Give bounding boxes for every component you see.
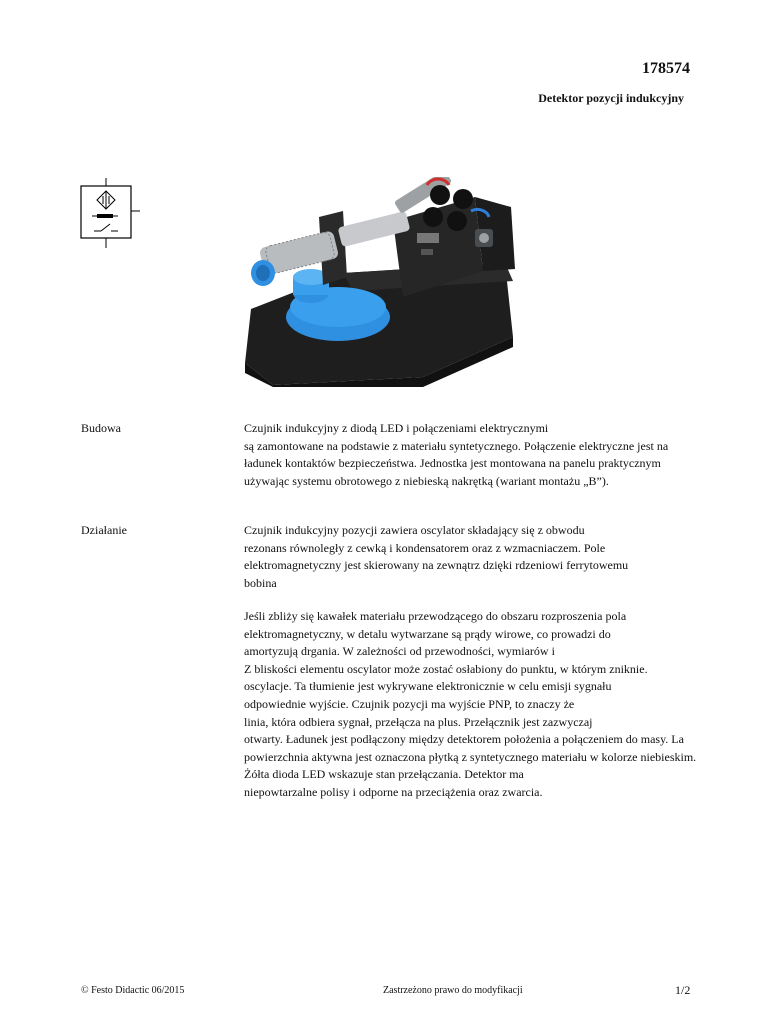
text-line: linia, która odbiera sygnał, przełącza na plus. Przełącznik jest zazwyczaj bbox=[244, 714, 593, 729]
section-label-budowa: Budowa bbox=[81, 421, 121, 435]
text-line: Jeśli zbliży się kawałek materiału przewodzącego do obszaru rozproszenia pola bbox=[244, 609, 627, 623]
text-line: bobina bbox=[244, 575, 277, 590]
text-line: amortyzują drgania. W zależności od przewodności, wymiarów i bbox=[244, 644, 555, 659]
section-label-dzialanie: Działanie bbox=[81, 523, 127, 537]
part-number: 178574 bbox=[642, 60, 690, 77]
text-line: Czujnik indukcyjny pozycji zawiera oscylator składający się z obwodu bbox=[244, 523, 585, 537]
inductive-sensor-symbol-icon bbox=[70, 178, 150, 248]
text-line: niepowtarzalne polisy i odporne na przeciążenia oraz zwarcia. bbox=[244, 784, 543, 799]
part-name: Detektor pozycji indukcyjny bbox=[538, 91, 684, 105]
sensor-product-photo bbox=[243, 177, 517, 387]
text-line: są zamontowane na podstawie z materiału syntetycznego. Połączenie elektryczne jest na bbox=[244, 438, 669, 453]
text-line: odpowiednie wyjście. Czujnik pozycji ma wyjście PNP, to znaczy że bbox=[244, 696, 575, 711]
text-line: powierzchnia aktywna jest oznaczona płytką z syntetycznego materiału w kolorze niebieskim. bbox=[244, 749, 697, 764]
paragraph-budowa bbox=[244, 420, 724, 490]
footer-rights-notice: Zastrzeżono prawo do modyfikacji bbox=[383, 985, 523, 996]
text-line: otwarty. Ładunek jest podłączony między detektorem położenia a połączeniem do masy. La bbox=[244, 732, 684, 747]
footer-copyright: © Festo Didactic 06/2015 bbox=[81, 985, 185, 996]
text-line: Żółta dioda LED wskazuje stan przełączania. Detektor ma bbox=[244, 767, 524, 782]
page-number: 1/2 bbox=[675, 983, 691, 997]
text-line: ładunek kontaktów bezpieczeństwa. Jednostka jest montowana na panelu praktycznym bbox=[244, 456, 661, 471]
text-line: Czujnik indukcyjny z diodą LED i połączeniami elektrycznymi bbox=[244, 421, 549, 435]
text-line: elektromagnetyczny jest skierowany na zewnątrz dzięki rdzeniowi ferrytowemu bbox=[244, 558, 629, 573]
text-line: oscylacje. Ta tłumienie jest wykrywane elektronicznie w celu emisji sygnału bbox=[244, 679, 612, 694]
text-line: Z bliskości elementu oscylator może zostać osłabiony do punktu, w którym zniknie. bbox=[244, 661, 648, 676]
text-line: używając systemu obrotowego z niebieską nakrętką (wariant montażu „B”). bbox=[244, 473, 609, 488]
text-line: rezonans równoległy z cewką i kondensatorem oraz z wzmacniaczem. Pole bbox=[244, 540, 606, 555]
paragraph-dzialanie-1 bbox=[244, 522, 724, 592]
paragraph-dzialanie-2 bbox=[244, 608, 724, 802]
text-line: elektromagnetyczny, w detalu wytwarzane są prądy wirowe, co prowadzi do bbox=[244, 626, 611, 641]
